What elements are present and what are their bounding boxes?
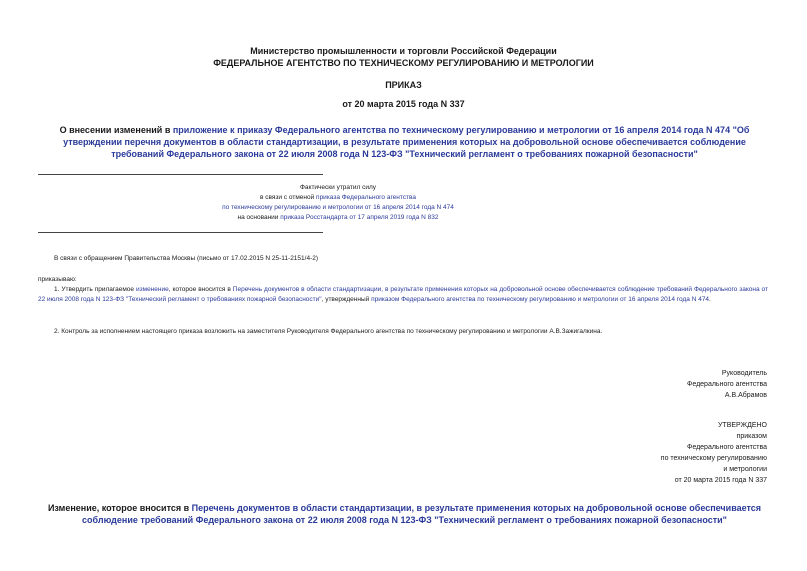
order-item-2: 2. Контроль за исполнением настоящего приказа возложить на заместителя Руководителя Федерального агентства по техническому регулированию и метрологии А.В.Зажигалкина.	[54, 328, 603, 335]
standards-list-link[interactable]: Перечень документов в области стандартизации, в результате применения которых на добровольной основе обеспечивается соблюдение требований Федерального закона от 22 июля 2008 года N 123-ФЗ "Технический регламент о требованиях пожарной безопасности"	[38, 286, 768, 303]
title-amended-order-link[interactable]: приложение к приказу Федерального агентства по техническому регулированию и метрологии от 16 апреля 2014 года N 474 "Об утверждении перечня документов в области стандартизации, в результате применения которых на добровольной основе обеспечивается соблюдение требований Федерального закона от 22 июля 2008 года N 123-ФЗ "Технический регламент о требованиях пожарной безопасности"	[63, 125, 750, 159]
rosstandart-order-link[interactable]: приказа Росстандарта от 17 апреля 2019 года N 832	[280, 214, 439, 221]
order-474-link[interactable]: приказом Федерального агентства по техническому регулированию и метрологии от 16 апреля 2014 года N 474	[371, 296, 710, 303]
approval-block	[661, 420, 767, 486]
repealed-order-link[interactable]: приказа Федерального агентства	[316, 194, 417, 201]
amendment-title-prefix: Изменение, которое вносится в	[47, 503, 192, 513]
status-line-reason: в связи с отменой приказа Федерального агентства	[259, 194, 417, 201]
status-top-divider	[38, 174, 323, 175]
status-line-basis: на основании приказа Росстандарта от 17 апреля 2019 года N 832	[237, 214, 439, 221]
amendment-standards-list-link[interactable]: Перечень документов в области стандартизации, в результате применения которых на добровольной основе обеспечивается соблюдение требований Федерального закона от 22 июля 2008 года N 123-ФЗ "Технический регламент о требованиях пожарной безопасности"	[82, 503, 762, 525]
intro-paragraph: В связи с обращением Правительства Москвы (письмо от 17.02.2015 N 25-11-2151/4-2)	[54, 255, 319, 262]
signature-position: Руководитель	[721, 370, 767, 377]
document-date: от 20 марта 2015 года N 337	[342, 99, 465, 109]
approval-approved: УТВЕРЖДЕНО	[717, 422, 767, 429]
status-bottom-divider	[38, 232, 323, 233]
approval-agency: Федерального агентства	[687, 444, 767, 451]
approval-agency-cont: по техническому регулированию	[660, 455, 767, 462]
order-item-1: 1. Утвердить прилагаемое изменение, которое вносится в Перечень документов в области стандартизации, в результате применения которых на добровольной основе обеспечивается соблюдение требований Федерального закона от 22 июля 2008 года N 123-ФЗ "Технический регламент о требованиях пожарной безопасности", утвержденный приказом Федерального агентства по техническому регулированию и метрологии от 16 апреля 2014 года N 474.	[38, 286, 768, 303]
document-title	[42, 124, 767, 160]
amendment-title	[42, 502, 767, 526]
amendment-link[interactable]: изменение	[135, 286, 169, 293]
order-word: приказываю:	[38, 276, 77, 283]
document-type: ПРИКАЗ	[385, 80, 422, 90]
ministry-heading: Министерство промышленности и торговли Российской Федерации	[250, 46, 557, 56]
approval-date: от 20 марта 2015 года N 337	[674, 477, 767, 484]
status-line-repealed: Фактически утратил силу	[299, 184, 377, 191]
approval-by-order: приказом	[736, 433, 767, 440]
signature-agency: Федерального агентства	[687, 381, 767, 388]
approval-agency-cont2: и метрологии	[723, 466, 767, 473]
repealed-order-link-cont[interactable]: по техническому регулированию и метрологии от 16 апреля 2014 года N 474	[222, 204, 454, 211]
signature-block	[687, 368, 767, 401]
status-note	[38, 183, 638, 223]
signature-name: А.В.Абрамов	[724, 392, 767, 399]
agency-heading: ФЕДЕРАЛЬНОЕ АГЕНТСТВО ПО ТЕХНИЧЕСКОМУ РЕГУЛИРОВАНИЮ И МЕТРОЛОГИИ	[213, 58, 594, 68]
title-prefix: О внесении изменений в	[59, 125, 173, 135]
